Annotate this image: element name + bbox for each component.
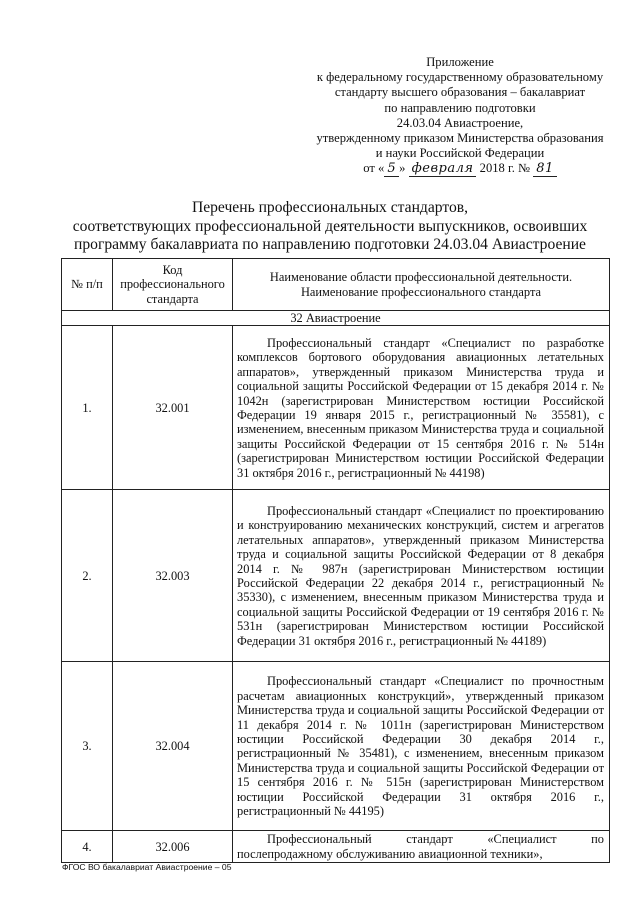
row-code: 32.001 — [113, 326, 233, 490]
appendix-line: к федеральному государственному образовательному — [316, 70, 604, 85]
row-num: 4. — [62, 831, 113, 863]
handwritten-order-number: 81 — [533, 161, 557, 177]
handwritten-month: февраля — [409, 161, 477, 177]
appendix-line: утвержденному приказом Министерства образования — [316, 131, 604, 146]
header-num: № п/п — [62, 259, 113, 311]
table-row — [62, 490, 610, 662]
title-line: соответствующих профессиональной деятельности выпускников, освоивших — [72, 217, 588, 235]
standards-table — [61, 258, 610, 863]
table-row — [62, 326, 610, 490]
section-row — [62, 311, 610, 326]
row-num: 1. — [62, 326, 113, 490]
document-title — [60, 199, 600, 255]
row-num: 3. — [62, 662, 113, 831]
header-name: Наименование области профессиональной деятельности. Наименование профессионального стандарта — [233, 259, 610, 311]
title-line: Перечень профессиональных стандартов, — [191, 199, 469, 216]
row-code: 32.004 — [113, 662, 233, 831]
section-label: 32 Авиастроение — [62, 311, 610, 326]
row-code: 32.006 — [113, 831, 233, 863]
appendix-title: Приложение — [426, 55, 494, 69]
date-prefix: от « — [363, 161, 385, 176]
header-code: Код профессионального стандарта — [113, 259, 233, 311]
date-year: 2018 г. № — [479, 161, 531, 176]
row-num: 2. — [62, 490, 113, 662]
row-description: Профессиональный стандарт «Специалист по проектированию и конструированию механических конструкций, систем и агрегатов летательных аппаратов», утвержденный приказом Министерства труда и социальной защиты Российской Федерации от 8 декабря 2014 г. № 987н (зарегистрирован Министерством юстиции Российской Федерации 22 декабря 2014 г., регистрационный № 35330), с изменением, внесенным приказом Министерства труда и социальной защиты Российской Федерации от 19 сентября 2016 г. № 531н (зарегистрирован Министерством юстиции Российской Федерации 31 октября 2016 г., регистрационный № 44189) — [233, 490, 610, 662]
appendix-line: 24.03.04 Авиастроение, — [396, 115, 524, 130]
appendix-line: стандарту высшего образования – бакалавриат — [334, 85, 586, 100]
appendix-line: по направлению подготовки — [384, 100, 536, 115]
table-row — [62, 831, 610, 863]
row-description: Профессиональный стандарт «Специалист по прочностным расчетам авиационных конструкций», утвержденный приказом Министерства труда и социальной защиты Российской Федерации от 11 декабря 2014 г. № 1011н (зарегистрирован Министерством юстиции Российской Федерации 30 декабря 2014 г., регистрационный № 35481), с изменением, внесенным приказом Министерства труда и социальной защиты Российской Федерации от 15 сентября 2016 г. № 515н (зарегистрирован Министерством юстиции Российской Федерации 31 октября 2016 г., регистрационный № 44195) — [233, 662, 610, 831]
appendix-header — [300, 55, 620, 177]
row-description: Профессиональный стандарт «Специалист по разработке комплексов бортового оборудования авиационных летательных аппаратов», утвержденный приказом Министерства труда и социальной защиты Российской Федерации от 15 декабря 2014 г. № 1042н (зарегистрирован Министерством юстиции Российской Федерации 19 января 2015 г., регистрационный № 35581), с изменением, внесенным приказом Министерства труда и социальной защиты Российской Федерации от 15 сентября 2016 г. № 514н (зарегистрирован Министерством юстиции Российской Федерации 31 октября 2016 г., регистрационный № 44198) — [233, 326, 610, 490]
row-description: Профессиональный стандарт «Специалист по послепродажному обслуживанию авиационной техники», — [233, 831, 610, 863]
page-footer: ФГОС ВО бакалавриат Авиастроение – 05 — [62, 862, 232, 872]
order-date-line — [300, 161, 620, 176]
title-line: программу бакалавриата по направлению подготовки 24.03.04 Авиастроение — [74, 236, 586, 253]
date-mid: » — [399, 161, 406, 176]
handwritten-day: 5 — [384, 161, 399, 177]
appendix-line: и науки Российской Федерации — [375, 146, 545, 161]
row-code: 32.003 — [113, 490, 233, 662]
table-row — [62, 662, 610, 831]
table-header-row — [62, 259, 610, 311]
